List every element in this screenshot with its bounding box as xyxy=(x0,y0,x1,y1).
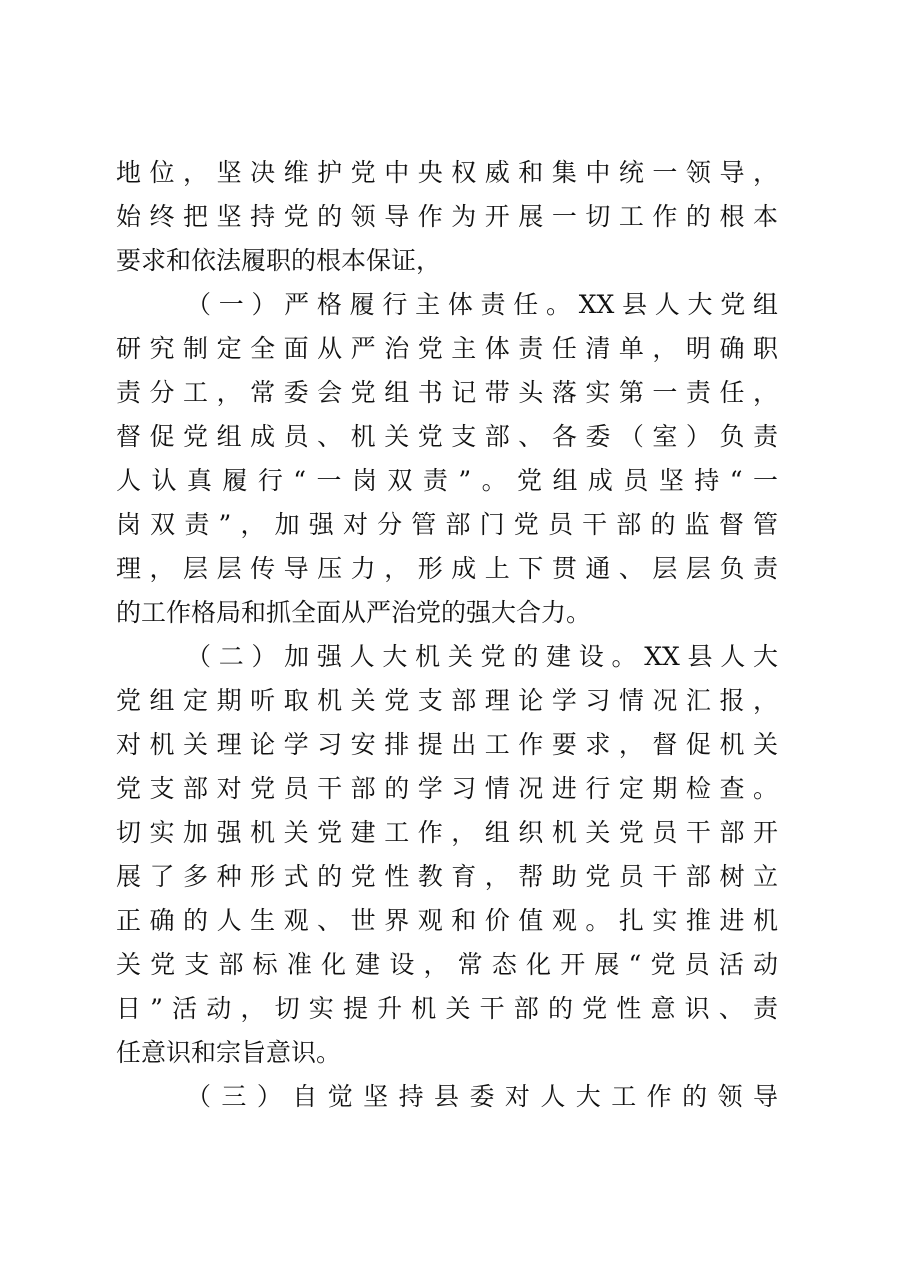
text-line: 展了多种形式的党性教育，帮助党员干部树立 xyxy=(116,862,778,891)
text-line: 岗双责”，加强对分管部门党员干部的监督管 xyxy=(116,510,778,539)
paragraph-heading-1: （一）严格履行主体责任。XX县人大党组 xyxy=(186,290,778,319)
text-line: 要求和依法履职的根本保证， xyxy=(116,246,442,275)
text-line: 关党支部标准化建设，常态化开展“党员活动 xyxy=(116,950,778,979)
text-line: 督促党组成员、机关党支部、各委（室）负责 xyxy=(116,422,778,451)
text-line: 地位，坚决维护党中央权威和集中统一领导， xyxy=(116,158,778,187)
text-line: 的工作格局和抓全面从严治党的强大合力。 xyxy=(116,598,592,627)
paragraph-heading-2: （二）加强人大机关党的建设。XX县人大 xyxy=(186,642,778,671)
text-line: 任意识和宗旨意识。 xyxy=(116,1038,342,1067)
text-line: 责分工，常委会党组书记带头落实第一责任， xyxy=(116,378,778,407)
text-line: 日”活动，切实提升机关干部的党性意识、责 xyxy=(116,994,778,1023)
text-line: 对机关理论学习安排提出工作要求，督促机关 xyxy=(116,730,778,759)
paragraph-heading-3: （三）自觉坚持县委对人大工作的领导 xyxy=(186,1082,778,1111)
text-line: 党支部对党员干部的学习情况进行定期检查。 xyxy=(116,774,778,803)
text-line: 理，层层传导压力，形成上下贯通、层层负责 xyxy=(116,554,778,583)
text-line: 研究制定全面从严治党主体责任清单，明确职 xyxy=(116,334,778,363)
text-line: 人认真履行“一岗双责”。党组成员坚持“一 xyxy=(116,466,778,495)
text-line: 始终把坚持党的领导作为开展一切工作的根本 xyxy=(116,202,778,231)
text-line: 切实加强机关党建工作，组织机关党员干部开 xyxy=(116,818,778,847)
text-line: 党组定期听取机关党支部理论学习情况汇报， xyxy=(116,686,778,715)
text-line: 正确的人生观、世界观和价值观。扎实推进机 xyxy=(116,906,778,935)
